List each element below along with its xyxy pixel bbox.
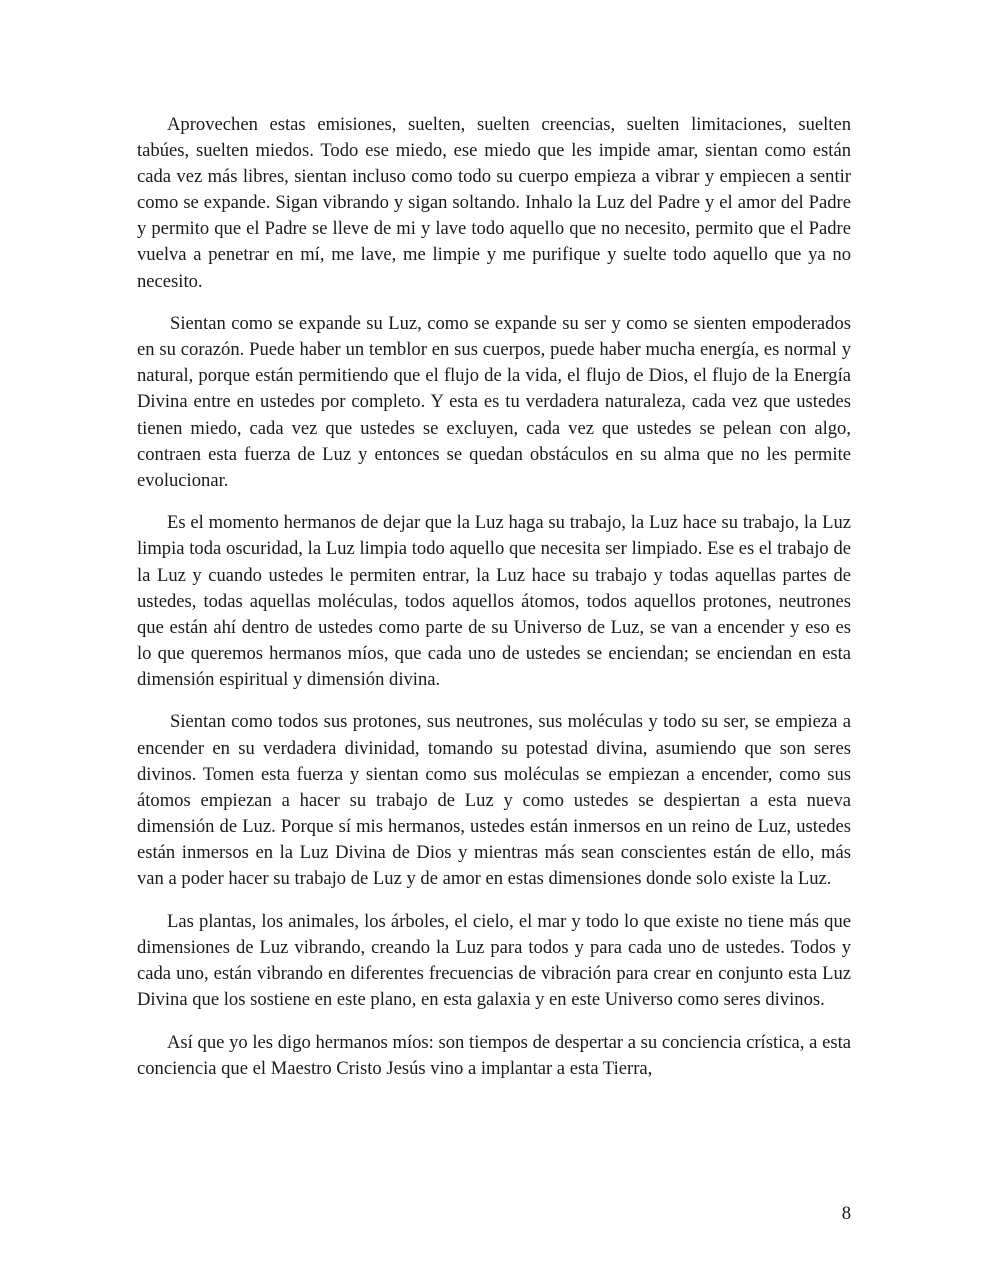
paragraph: Es el momento hermanos de dejar que la Luz haga su trabajo, la Luz hace su trabajo, la Luz limpia toda oscuridad, la Luz limpia todo aquello que necesita ser limpiado. Ese es el trabajo de la Luz y cuando ustedes le permiten entrar, la Luz hace su trabajo y todas aquellas partes de ustedes, todas aquellas moléculas, todos aquellos átomos, todos aquellos protones, neutrones que están ahí dentro de ustedes como parte de su Universo de Luz, se van a encender y eso es lo que queremos hermanos míos, que cada uno de ustedes se enciendan; se enciendan en esta dimensión espiritual y dimensión divina. xyxy=(137,512,851,690)
paragraph: Sientan como todos sus protones, sus neutrones, sus moléculas y todo su ser, se empieza a encender en su verdadera divinidad, tomando su potestad divina, asumiendo que son seres divinos. Tomen esta fuerza y sientan como sus moléculas se empiezan a encender, como sus átomos empiezan a hacer su trabajo de Luz y como ustedes se despiertan a esta nueva dimensión de Luz. Porque sí mis hermanos, ustedes están inmersos en un reino de Luz, ustedes están inmersos en la Luz Divina de Dios y mientras más sean conscientes están de ello, más van a poder hacer su trabajo de Luz y de amor en estas dimensiones donde solo existe la Luz. xyxy=(137,711,851,890)
paragraph: Así que yo les digo hermanos míos: son tiempos de despertar a su conciencia crística, a esta conciencia que el Maestro Cristo Jesús vino a implantar a esta Tierra, xyxy=(137,1031,851,1079)
paragraph: Las plantas, los animales, los árboles, el cielo, el mar y todo lo que existe no tiene más que dimensiones de Luz vibrando, creando la Luz para todos y para cada uno de ustedes. Todos y cada uno, están vibrando en diferentes frecuencias de vibración para crear en conjunto esta Luz Divina que los sostiene en este plano, en esta galaxia y en este Universo como seres divinos. xyxy=(137,910,851,1010)
page-number: 8 xyxy=(841,1203,851,1224)
paragraph: Aprovechen estas emisiones, suelten, suelten creencias, suelten limitaciones, suelten tabúes, suelten miedos. Todo ese miedo, ese miedo que les impide amar, sientan como están cada vez más libres, sientan incluso como todo su cuerpo empieza a vibrar y empiecen a sentir como se expande. Sigan vibrando y sigan soltando. Inhalo la Luz del Padre y el amor del Padre y permito que el Padre se lleve de mi y lave todo aquello que no necesito, permito que el Padre vuelva a penetrar en mí, me lave, me limpie y me purifique y suelte todo aquello que ya no necesito. xyxy=(137,114,851,292)
document-body xyxy=(137,112,851,1098)
paragraph: Sientan como se expande su Luz, como se expande su ser y como se sienten empoderados en su corazón. Puede haber un temblor en sus cuerpos, puede haber mucha energía, es normal y natural, porque están permitiendo que el flujo de la vida, el flujo de Dios, el flujo de la Energía Divina entre en ustedes por completo. Y esta es tu verdadera naturaleza, cada vez que ustedes tienen miedo, cada vez que ustedes se excluyen, cada vez que ustedes se pelean con algo, contraen esta fuerza de Luz y entonces se quedan obstáculos en su alma que no les permite evolucionar. xyxy=(137,313,851,491)
